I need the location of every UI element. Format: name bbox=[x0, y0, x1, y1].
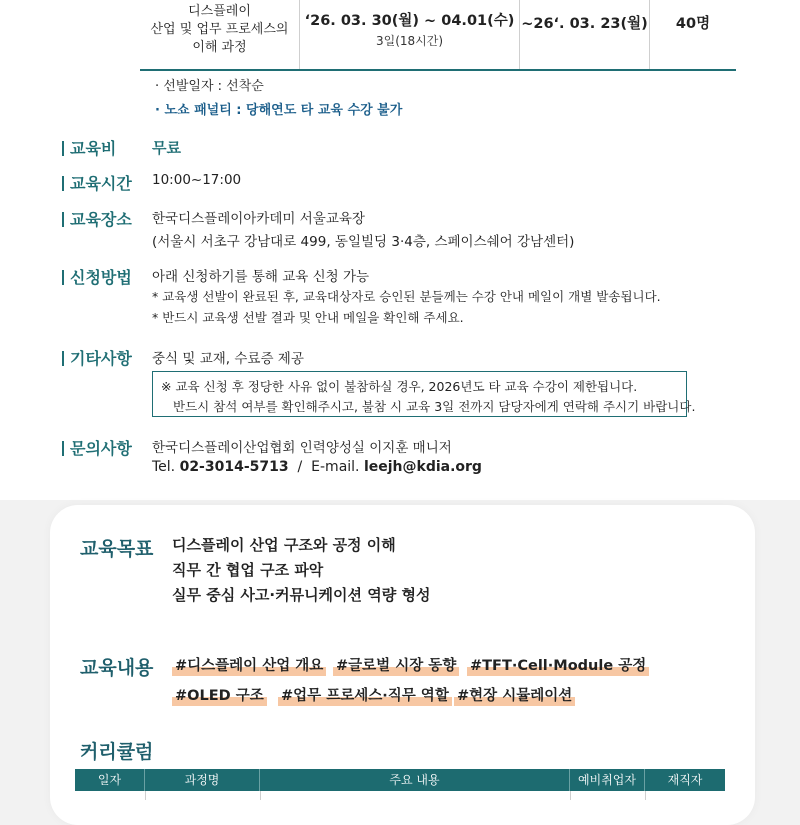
schedule-period-cell bbox=[300, 0, 520, 69]
email-prefix: E-mail. bbox=[311, 459, 364, 475]
application-deadline: ~26‘. 03. 23(월) bbox=[521, 16, 648, 32]
content-title: 교육내용 bbox=[80, 657, 154, 679]
etc-label: 기타사항 bbox=[62, 346, 132, 369]
contact-label: 문의사항 bbox=[62, 436, 132, 459]
curriculum-header-jobseeker: 예비취업자 bbox=[570, 769, 645, 791]
place-line-2: (서울시 서초구 강남대로 499, 동일빌딩 3·4층, 스페이스쉐어 강남센터) bbox=[152, 234, 575, 250]
apply-line-3: * 반드시 교육생 선발 결과 및 안내 메일을 확인해 주세요. bbox=[152, 310, 464, 325]
place-label: 교육장소 bbox=[62, 207, 132, 230]
curriculum-title: 커리큘럼 bbox=[80, 741, 154, 763]
course-name-line: 산업 및 업무 프로세스의 bbox=[150, 22, 289, 37]
column-divider bbox=[570, 791, 571, 800]
content-tag: #OLED 구조 bbox=[172, 684, 267, 706]
tel-number: 02-3014-5713 bbox=[179, 459, 289, 475]
course-name-line: 이해 과정 bbox=[192, 40, 247, 55]
schedule-course-cell bbox=[140, 0, 300, 69]
content-tag: #글로벌 시장 동향 bbox=[333, 654, 459, 676]
course-name-line: 디스플레이 bbox=[188, 4, 251, 19]
column-divider bbox=[645, 791, 646, 800]
time-value: 10:00~17:00 bbox=[152, 172, 242, 188]
schedule-capacity-cell bbox=[650, 0, 736, 69]
attendance-warning-box bbox=[152, 371, 696, 417]
email-address[interactable]: leejh@kdia.org bbox=[363, 459, 482, 475]
column-divider bbox=[260, 791, 261, 800]
place-line-1: 한국디스플레이아카데미 서울교육장 bbox=[152, 211, 365, 227]
course-duration: 3일(18시간) bbox=[375, 34, 444, 48]
curriculum-header-content: 주요 내용 bbox=[260, 769, 570, 791]
contact-separator: / bbox=[288, 459, 312, 475]
curriculum-table-header bbox=[75, 769, 725, 791]
contact-person: 한국디스플레이산업협회 인력양성실 이지훈 매니저 bbox=[152, 440, 452, 456]
curriculum-header-course: 과정명 bbox=[145, 769, 260, 791]
attendance-warning-line-1: ※ 교육 신청 후 정당한 사유 없이 불참하실 경우, 2026년도 타 교육 수강이 제한됩니다. bbox=[161, 379, 638, 394]
capacity: 40명 bbox=[675, 16, 711, 32]
column-divider bbox=[145, 791, 146, 800]
content-tag: #업무 프로세스·직무 역할 bbox=[278, 684, 452, 706]
course-period: ‘26. 03. 30(월) ~ 04.01(수) bbox=[304, 13, 515, 29]
attendance-warning-line-2: 반드시 참석 여부를 확인해주시고, 불참 시 교육 3일 전까지 담당자에게 연락해 주시기 바랍니다. bbox=[173, 399, 696, 414]
selection-note: · 선발일자 : 선착순 bbox=[155, 79, 264, 94]
goals-title: 교육목표 bbox=[80, 538, 154, 560]
content-tag: #디스플레이 산업 개요 bbox=[172, 654, 326, 676]
curriculum-header-employee: 재직자 bbox=[667, 773, 703, 787]
apply-label: 신청방법 bbox=[62, 265, 132, 288]
etc-value: 중식 및 교재, 수료증 제공 bbox=[152, 351, 304, 367]
content-tag: #현장 시뮬레이션 bbox=[454, 684, 575, 706]
fee-value: 무료 bbox=[152, 139, 181, 157]
schedule-deadline-cell bbox=[520, 0, 650, 69]
goal-item: 실무 중심 사고·커뮤니케이션 역량 형성 bbox=[172, 586, 431, 604]
content-tag: #TFT·Cell·Module 공정 bbox=[467, 654, 649, 676]
curriculum-header-date: 일자 bbox=[75, 769, 145, 791]
curriculum-table-body bbox=[75, 791, 725, 800]
time-label: 교육시간 bbox=[62, 171, 132, 194]
goal-item: 디스플레이 산업 구조와 공정 이해 bbox=[172, 536, 396, 554]
fee-label: 교육비 bbox=[62, 136, 116, 159]
tel-prefix: Tel. bbox=[152, 459, 180, 475]
apply-line-1: 아래 신청하기를 통해 교육 신청 가능 bbox=[152, 269, 370, 285]
apply-line-2: * 교육생 선발이 완료된 후, 교육대상자로 승인된 분들께는 수강 안내 메일이 개별 발송됩니다. bbox=[152, 289, 661, 304]
noshow-penalty-note: · 노쇼 패널티 : 당해연도 타 교육 수강 불가 bbox=[155, 103, 403, 118]
schedule-table bbox=[140, 0, 736, 71]
goal-item: 직무 간 협업 구조 파악 bbox=[172, 561, 324, 579]
contact-details bbox=[152, 459, 482, 475]
